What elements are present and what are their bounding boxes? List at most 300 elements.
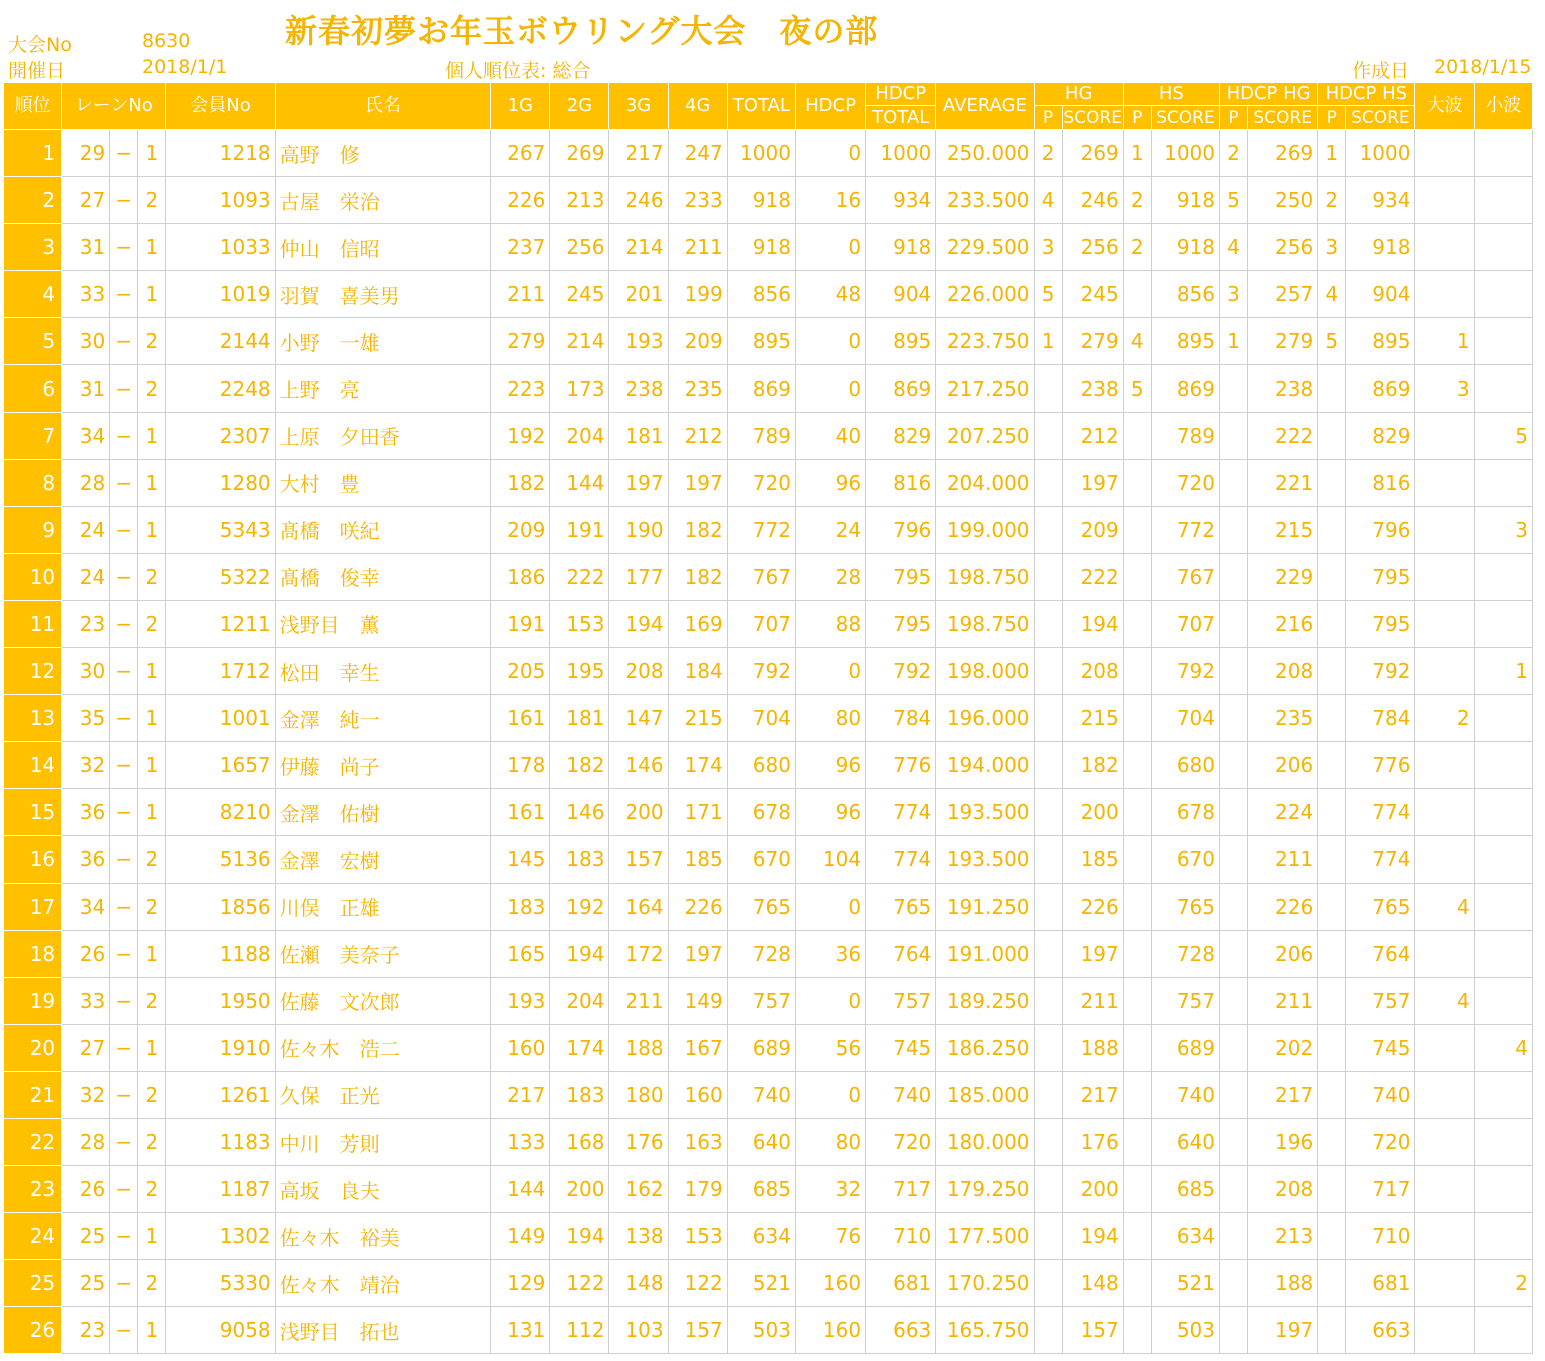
hg-p-cell (1034, 836, 1062, 883)
small-wave-cell (1474, 742, 1532, 789)
hs-score-cell: 678 (1151, 789, 1219, 836)
rank-cell: 2 (4, 177, 62, 224)
game3-cell: 162 (609, 1166, 668, 1213)
hdcp-hs-p-cell (1318, 648, 1346, 695)
big-wave-cell: 3 (1415, 365, 1474, 412)
member-cell: 5343 (166, 506, 275, 553)
table-row (4, 412, 1533, 459)
lane-side-cell: 2 (138, 836, 166, 883)
hg-score-cell: 217 (1062, 1071, 1123, 1118)
hs-score-cell: 767 (1151, 553, 1219, 600)
game1-cell: 211 (491, 271, 550, 318)
big-wave-cell: 2 (1415, 695, 1474, 742)
average-cell: 193.500 (936, 789, 1034, 836)
hs-score-cell: 634 (1151, 1213, 1219, 1260)
lane-dash: − (110, 224, 138, 271)
lane-cell: 25 (62, 1260, 110, 1307)
small-wave-cell (1474, 177, 1532, 224)
member-cell: 1187 (166, 1166, 275, 1213)
total-cell: 1000 (727, 130, 795, 177)
hdcp-total-cell: 765 (866, 883, 936, 930)
lane-side-cell: 1 (138, 930, 166, 977)
name-cell: 古屋 栄治 (275, 177, 491, 224)
name-cell: 佐藤 文次郎 (275, 977, 491, 1024)
hg-score-cell: 194 (1062, 1213, 1123, 1260)
member-cell: 2248 (166, 365, 275, 412)
game3-cell: 157 (609, 836, 668, 883)
member-cell: 5322 (166, 553, 275, 600)
total-cell: 521 (727, 1260, 795, 1307)
big-wave-cell (1415, 224, 1474, 271)
lane-cell: 33 (62, 977, 110, 1024)
big-wave-cell (1415, 1166, 1474, 1213)
hdcp-hg-score-cell: 269 (1248, 130, 1318, 177)
total-cell: 670 (727, 836, 795, 883)
taikai-value: 8630 (142, 30, 191, 52)
col-hs: HS (1123, 83, 1219, 106)
hdcp-hg-p-cell (1220, 600, 1248, 647)
hdcp-cell: 48 (795, 271, 865, 318)
hdcp-cell: 24 (795, 506, 865, 553)
game1-cell: 205 (491, 648, 550, 695)
lane-dash: − (110, 506, 138, 553)
hdcp-hs-p-cell (1318, 742, 1346, 789)
total-cell: 689 (727, 1024, 795, 1071)
hdcp-total-cell: 792 (866, 648, 936, 695)
name-cell: 川俣 正雄 (275, 883, 491, 930)
col-big-wave: 大波 (1415, 83, 1474, 130)
hs-p-cell (1123, 930, 1151, 977)
col-2g: 2G (550, 83, 609, 130)
hs-p-cell (1123, 836, 1151, 883)
hg-p-cell: 2 (1034, 130, 1062, 177)
hg-score-cell: 245 (1062, 271, 1123, 318)
total-cell: 740 (727, 1071, 795, 1118)
hg-p-cell (1034, 1260, 1062, 1307)
game3-cell: 211 (609, 977, 668, 1024)
hs-p-cell (1123, 1118, 1151, 1165)
member-cell: 1019 (166, 271, 275, 318)
hdcp-total-cell: 784 (866, 695, 936, 742)
lane-dash: − (110, 1307, 138, 1354)
lane-cell: 27 (62, 1024, 110, 1071)
hdcp-cell: 36 (795, 930, 865, 977)
lane-side-cell: 1 (138, 695, 166, 742)
table-row (4, 1260, 1533, 1307)
hdcp-hg-p-cell (1220, 1166, 1248, 1213)
game3-cell: 146 (609, 742, 668, 789)
lane-dash: − (110, 1213, 138, 1260)
big-wave-cell (1415, 177, 1474, 224)
name-cell: 佐々木 浩二 (275, 1024, 491, 1071)
game1-cell: 144 (491, 1166, 550, 1213)
game3-cell: 103 (609, 1307, 668, 1354)
small-wave-cell (1474, 271, 1532, 318)
small-wave-cell (1474, 1213, 1532, 1260)
game4-cell: 197 (668, 459, 727, 506)
lane-side-cell: 1 (138, 506, 166, 553)
table-row (4, 177, 1533, 224)
name-cell: 高坂 良夫 (275, 1166, 491, 1213)
average-cell: 217.250 (936, 365, 1034, 412)
hdcp-hs-p-cell: 5 (1318, 318, 1346, 365)
game3-cell: 147 (609, 695, 668, 742)
hs-p-cell: 2 (1123, 177, 1151, 224)
col-hdcp-hg-score: SCORE (1248, 106, 1318, 130)
small-wave-cell: 3 (1474, 506, 1532, 553)
lane-side-cell: 1 (138, 271, 166, 318)
col-hdcp-hs: HDCP HS (1318, 83, 1415, 106)
table-row (4, 224, 1533, 271)
hdcp-hg-score-cell: 196 (1248, 1118, 1318, 1165)
hg-score-cell: 256 (1062, 224, 1123, 271)
hg-score-cell: 188 (1062, 1024, 1123, 1071)
hdcp-hg-score-cell: 206 (1248, 742, 1318, 789)
game1-cell: 226 (491, 177, 550, 224)
member-cell: 1261 (166, 1071, 275, 1118)
hdcp-hs-score-cell: 816 (1346, 459, 1415, 506)
game1-cell: 191 (491, 600, 550, 647)
hs-score-cell: 918 (1151, 224, 1219, 271)
game4-cell: 211 (668, 224, 727, 271)
col-hdcp-total-bottom: TOTAL (866, 106, 936, 130)
game1-cell: 223 (491, 365, 550, 412)
big-wave-cell (1415, 1260, 1474, 1307)
lane-side-cell: 1 (138, 1213, 166, 1260)
member-cell: 1188 (166, 930, 275, 977)
hs-p-cell (1123, 1024, 1151, 1071)
table-row (4, 459, 1533, 506)
hdcp-total-cell: 681 (866, 1260, 936, 1307)
hs-p-cell (1123, 1166, 1151, 1213)
hg-score-cell: 157 (1062, 1307, 1123, 1354)
hdcp-cell: 0 (795, 224, 865, 271)
hdcp-hg-p-cell: 2 (1220, 130, 1248, 177)
game4-cell: 174 (668, 742, 727, 789)
big-wave-cell (1415, 742, 1474, 789)
game3-cell: 193 (609, 318, 668, 365)
hdcp-hs-score-cell: 764 (1346, 930, 1415, 977)
rank-cell: 17 (4, 883, 62, 930)
hs-p-cell (1123, 506, 1151, 553)
average-cell: 186.250 (936, 1024, 1034, 1071)
member-cell: 1302 (166, 1213, 275, 1260)
member-cell: 1218 (166, 130, 275, 177)
hg-p-cell (1034, 930, 1062, 977)
average-cell: 194.000 (936, 742, 1034, 789)
small-wave-cell (1474, 318, 1532, 365)
hdcp-cell: 76 (795, 1213, 865, 1260)
lane-cell: 31 (62, 365, 110, 412)
hdcp-hg-p-cell (1220, 553, 1248, 600)
hdcp-hs-p-cell: 3 (1318, 224, 1346, 271)
rank-cell: 4 (4, 271, 62, 318)
hdcp-hs-score-cell: 681 (1346, 1260, 1415, 1307)
lane-side-cell: 1 (138, 789, 166, 836)
name-cell: 金澤 宏樹 (275, 836, 491, 883)
lane-dash: − (110, 930, 138, 977)
hdcp-hg-score-cell: 257 (1248, 271, 1318, 318)
hdcp-total-cell: 895 (866, 318, 936, 365)
rank-cell: 21 (4, 1071, 62, 1118)
game4-cell: 163 (668, 1118, 727, 1165)
hg-p-cell (1034, 1071, 1062, 1118)
hdcp-hs-p-cell (1318, 1118, 1346, 1165)
hg-score-cell: 148 (1062, 1260, 1123, 1307)
lane-side-cell: 2 (138, 977, 166, 1024)
hdcp-total-cell: 1000 (866, 130, 936, 177)
game2-cell: 146 (550, 789, 609, 836)
col-hg-score: SCORE (1063, 107, 1122, 128)
game3-cell: 217 (609, 130, 668, 177)
hdcp-cell: 88 (795, 600, 865, 647)
hdcp-hg-score-cell: 197 (1248, 1307, 1318, 1354)
table-row (4, 365, 1533, 412)
game4-cell: 149 (668, 977, 727, 1024)
hdcp-total-cell: 918 (866, 224, 936, 271)
created-value: 2018/1/15 (1434, 56, 1532, 78)
game2-cell: 200 (550, 1166, 609, 1213)
hdcp-hs-p-cell (1318, 977, 1346, 1024)
hg-score-cell: 238 (1062, 365, 1123, 412)
hdcp-total-cell: 774 (866, 836, 936, 883)
lane-side-cell: 1 (138, 1307, 166, 1354)
member-cell: 1211 (166, 600, 275, 647)
rank-cell: 24 (4, 1213, 62, 1260)
hdcp-hs-p-cell (1318, 883, 1346, 930)
game2-cell: 194 (550, 1213, 609, 1260)
game3-cell: 164 (609, 883, 668, 930)
game3-cell: 177 (609, 553, 668, 600)
hs-p-cell (1123, 742, 1151, 789)
hdcp-hg-score-cell: 217 (1248, 1071, 1318, 1118)
col-rank: 順位 (4, 83, 62, 130)
big-wave-cell (1415, 271, 1474, 318)
hg-score-cell: 185 (1062, 836, 1123, 883)
hg-p-cell: 3 (1034, 224, 1062, 271)
hg-score-cell: 176 (1062, 1118, 1123, 1165)
total-cell: 789 (727, 412, 795, 459)
hs-p-cell (1123, 553, 1151, 600)
small-wave-cell (1474, 1118, 1532, 1165)
average-cell: 180.000 (936, 1118, 1034, 1165)
hg-score-cell: 279 (1062, 318, 1123, 365)
game1-cell: 267 (491, 130, 550, 177)
total-cell: 757 (727, 977, 795, 1024)
name-cell: 佐々木 靖治 (275, 1260, 491, 1307)
lane-cell: 24 (62, 506, 110, 553)
member-cell: 9058 (166, 1307, 275, 1354)
name-cell: 浅野目 拓也 (275, 1307, 491, 1354)
average-cell: 199.000 (936, 506, 1034, 553)
hdcp-hs-score-cell: 792 (1346, 648, 1415, 695)
rank-cell: 18 (4, 930, 62, 977)
game1-cell: 161 (491, 695, 550, 742)
hdcp-hs-score-cell: 720 (1346, 1118, 1415, 1165)
rank-cell: 14 (4, 742, 62, 789)
lane-dash: − (110, 695, 138, 742)
rank-cell: 5 (4, 318, 62, 365)
name-cell: 中川 芳則 (275, 1118, 491, 1165)
lane-dash: − (110, 553, 138, 600)
hg-score-cell: 246 (1062, 177, 1123, 224)
average-cell: 223.750 (936, 318, 1034, 365)
game1-cell: 178 (491, 742, 550, 789)
rank-cell: 19 (4, 977, 62, 1024)
hdcp-total-cell: 764 (866, 930, 936, 977)
total-cell: 704 (727, 695, 795, 742)
big-wave-cell (1415, 648, 1474, 695)
hs-p-cell: 5 (1123, 365, 1151, 412)
table-row (4, 130, 1533, 177)
game4-cell: 184 (668, 648, 727, 695)
hg-score-cell: 211 (1062, 977, 1123, 1024)
big-wave-cell (1415, 1118, 1474, 1165)
hdcp-hg-p-cell (1220, 648, 1248, 695)
member-cell: 2144 (166, 318, 275, 365)
average-cell: 207.250 (936, 412, 1034, 459)
hg-p-cell: 1 (1034, 318, 1062, 365)
lane-dash: − (110, 1118, 138, 1165)
game2-cell: 214 (550, 318, 609, 365)
average-cell: 189.250 (936, 977, 1034, 1024)
lane-side-cell: 2 (138, 1118, 166, 1165)
hdcp-cell: 56 (795, 1024, 865, 1071)
rank-cell: 22 (4, 1118, 62, 1165)
hg-p-cell (1034, 883, 1062, 930)
name-cell: 佐々木 裕美 (275, 1213, 491, 1260)
hdcp-hs-score-cell: 895 (1346, 318, 1415, 365)
col-hs-p: P (1123, 106, 1151, 130)
rank-cell: 13 (4, 695, 62, 742)
hdcp-hg-score-cell: 202 (1248, 1024, 1318, 1071)
hdcp-cell: 0 (795, 648, 865, 695)
hdcp-hg-p-cell (1220, 883, 1248, 930)
name-cell: 小野 一雄 (275, 318, 491, 365)
hg-p-cell (1034, 742, 1062, 789)
col-1g: 1G (491, 83, 550, 130)
small-wave-cell: 2 (1474, 1260, 1532, 1307)
game3-cell: 214 (609, 224, 668, 271)
total-cell: 685 (727, 1166, 795, 1213)
name-cell: 伊藤 尚子 (275, 742, 491, 789)
game3-cell: 200 (609, 789, 668, 836)
hg-p-cell (1034, 506, 1062, 553)
hs-score-cell: 728 (1151, 930, 1219, 977)
name-cell: 髙橋 俊幸 (275, 553, 491, 600)
hs-score-cell: 757 (1151, 977, 1219, 1024)
col-name: 氏名 (275, 83, 491, 130)
game3-cell: 172 (609, 930, 668, 977)
name-cell: 金澤 佑樹 (275, 789, 491, 836)
game4-cell: 182 (668, 553, 727, 600)
rank-cell: 9 (4, 506, 62, 553)
hdcp-hs-score-cell: 795 (1346, 553, 1415, 600)
hdcp-hs-p-cell (1318, 695, 1346, 742)
small-wave-cell (1474, 459, 1532, 506)
big-wave-cell (1415, 459, 1474, 506)
lane-side-cell: 2 (138, 553, 166, 600)
table-row (4, 1071, 1533, 1118)
member-cell: 1001 (166, 695, 275, 742)
game2-cell: 181 (550, 695, 609, 742)
hg-score-cell: 215 (1062, 695, 1123, 742)
lane-dash: − (110, 836, 138, 883)
total-cell: 707 (727, 600, 795, 647)
small-wave-cell (1474, 1071, 1532, 1118)
total-cell: 792 (727, 648, 795, 695)
hdcp-cell: 40 (795, 412, 865, 459)
hdcp-hs-score-cell: 717 (1346, 1166, 1415, 1213)
hs-score-cell: 740 (1151, 1071, 1219, 1118)
small-wave-cell (1474, 836, 1532, 883)
small-wave-cell: 1 (1474, 648, 1532, 695)
small-wave-cell (1474, 789, 1532, 836)
hdcp-total-cell: 816 (866, 459, 936, 506)
hdcp-hs-p-cell (1318, 600, 1346, 647)
hdcp-hs-score-cell: 1000 (1346, 130, 1415, 177)
hs-p-cell (1123, 883, 1151, 930)
table-row (4, 1307, 1533, 1354)
total-cell: 678 (727, 789, 795, 836)
lane-dash: − (110, 1024, 138, 1071)
lane-cell: 26 (62, 930, 110, 977)
member-cell: 1712 (166, 648, 275, 695)
game4-cell: 233 (668, 177, 727, 224)
hdcp-total-cell: 869 (866, 365, 936, 412)
game2-cell: 183 (550, 1071, 609, 1118)
table-row (4, 1166, 1533, 1213)
col-3g: 3G (609, 83, 668, 130)
game2-cell: 192 (550, 883, 609, 930)
total-cell: 918 (727, 224, 795, 271)
average-cell: 204.000 (936, 459, 1034, 506)
average-cell: 165.750 (936, 1307, 1034, 1354)
small-wave-cell: 5 (1474, 412, 1532, 459)
game1-cell: 217 (491, 1071, 550, 1118)
hg-score-cell: 208 (1062, 648, 1123, 695)
hdcp-cell: 80 (795, 695, 865, 742)
member-cell: 1657 (166, 742, 275, 789)
hg-score-cell: 197 (1062, 930, 1123, 977)
lane-dash: − (110, 318, 138, 365)
game4-cell: 160 (668, 1071, 727, 1118)
lane-cell: 31 (62, 224, 110, 271)
hg-score-cell: 200 (1062, 1166, 1123, 1213)
lane-cell: 30 (62, 648, 110, 695)
rank-cell: 20 (4, 1024, 62, 1071)
rank-cell: 25 (4, 1260, 62, 1307)
table-row (4, 695, 1533, 742)
big-wave-cell (1415, 412, 1474, 459)
hg-p-cell (1034, 365, 1062, 412)
game1-cell: 149 (491, 1213, 550, 1260)
hdcp-cell: 0 (795, 1071, 865, 1118)
lane-dash: − (110, 789, 138, 836)
hg-p-cell (1034, 412, 1062, 459)
hdcp-hg-score-cell: 188 (1248, 1260, 1318, 1307)
hdcp-hs-score-cell: 765 (1346, 883, 1415, 930)
hs-score-cell: 640 (1151, 1118, 1219, 1165)
hdcp-cell: 104 (795, 836, 865, 883)
hdcp-cell: 96 (795, 789, 865, 836)
hg-p-cell (1034, 1024, 1062, 1071)
lane-dash: − (110, 1260, 138, 1307)
hdcp-hs-p-cell (1318, 1213, 1346, 1260)
hdcp-cell: 96 (795, 459, 865, 506)
lane-side-cell: 2 (138, 883, 166, 930)
hg-p-cell (1034, 695, 1062, 742)
